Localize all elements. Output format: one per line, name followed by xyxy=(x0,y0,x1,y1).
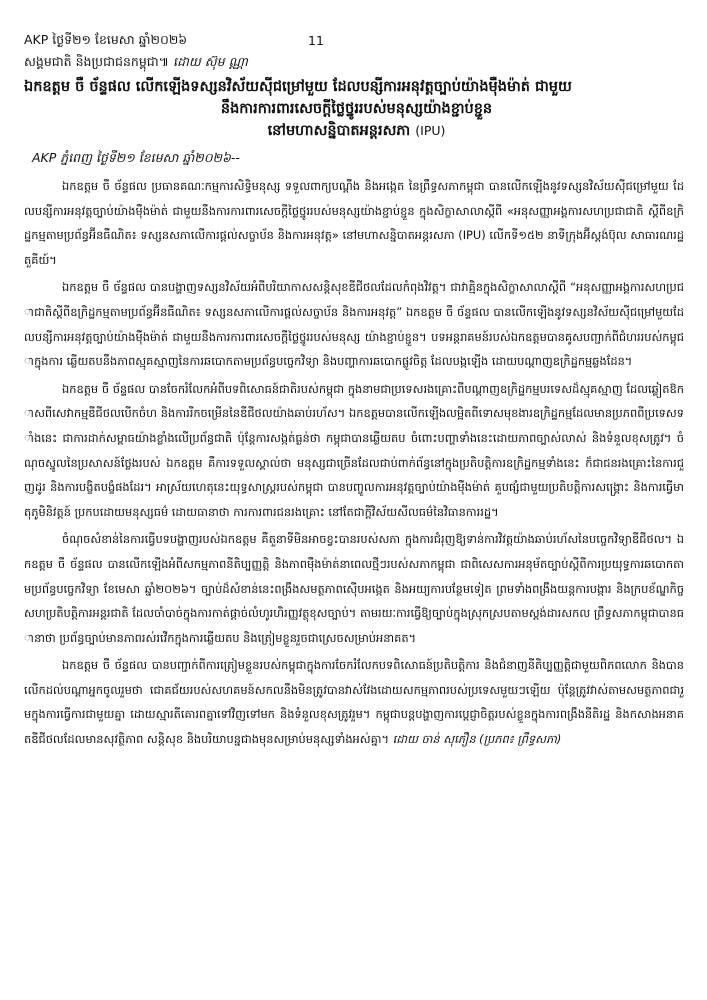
headline-line-2: នឹងការការពារសេចក្តីថ្លៃថ្នូររបស់មនុស្សយ៉ាងខ្ជាប់ខ្ជួន xyxy=(220,101,493,117)
page-number: 11 xyxy=(308,33,324,48)
section-label: សង្គមជាតិ និងប្រជាជនកម្ពុជា xyxy=(24,54,159,69)
paragraph: ឯកឧត្តម ចឺ ច័ន្ទផល ប្រធានគណៈកម្មការសិទ្ធិមនុស្ស ទទួលពាក្យបណ្តឹង និងអង្កេត នៃព្រឹទ្ធសភាកម្ពុជា បានលើកឡើងនូវទស្សនវិស័យស៊ីជម្រៅមួយ ដែលបន្សីការអនុវត្តច្បាប់យ៉ាងម៉ឺងម៉ាត់ ជាមួយនឹងការការពារសេចក្តីថ្លៃថ្នូររបស់មនុស្សយ៉ាងខ្ជាប់ខ្ជួន ក្នុងសិក្ខាសាលាស្តីពី «អនុសញ្ញាអង្គការសហប្រជាជាតិ ស្តីពីឧក្រិដ្ឋកម្មតាមប្រព័ន្ធអ៊ីនធឺណិត៖ ទស្សនសភាលើការផ្តល់សច្ចាប័ន និងការអនុវត្ត» នៅមហាសន្និបាតអន្តរសភា (IPU) លើកទី១៥២ នាទីក្រុងអ៊ីស្តង់ប៊ុល សាធារណរដ្ឋតួគីយ៍។ xyxy=(24,179,684,267)
headline-line-3 xyxy=(24,120,689,142)
paragraph: ឯកឧត្តម ចឺ ច័ន្ទផល បានចែករំលែកអំពីបទពិសោធន៍ជាតិរបស់កម្ពុជា ក្នុងនាមជាប្រទេសរងគ្រោះពីបណ្តាញឧក្រិដ្ឋកម្មបរទេសដ៏ស្មុគស្មាញ ដែលឆ្លៀតឱកាសពីសេវាកម្មឌីជីថលបើកចំហ និងការរីកចម្រើននៃឌីជីថលយ៉ាងឆាប់រហ័ស។ ឯកឧត្តមបានលើកឡើងលម្អិតពីទោសមុខងារឧក្រិដ្ឋកម្មដែលមានប្រភពពីប្រទេសទាំងនេះ ជាការដាក់សម្ពាធយ៉ាងខ្លាំងលើប្រព័ន្ធជាតិ ប៉ុន្តែការសង្កត់ធ្ងន់ថា កម្ពុជាបានឆ្លើយតប ចំពោះបញ្ហាទាំងនេះដោយភាពច្បាស់លាស់ និងទំនួលខុសត្រូវ។ ចំណុចស្នូលនៃប្រសាសន៍ថ្លែងរបស់ ឯកឧត្តម គឺការទទួលស្គាល់ថា មនុស្សជាច្រើនដែលជាប់ពាក់ព័ន្ធនៅក្នុងប្រតិបត្តិការឧក្រិដ្ឋកម្មទាំងនេះ ក៏ជាជនរងគ្រោះនៃការជួញដូរ និងការបង្ខិតបង្ខំផងដែរ។ អាស្រ័យហេតុនេះយុទ្ធសាស្ត្ររបស់កម្ពុជា បានបញ្ចូលការអនុវត្តច្បាប់យ៉ាងម៉ឺងម៉ាត់ គួបផ្សំជាមួយប្រតិបត្តិការសង្គ្រោះ និងការធ្វើមាតុភូមិនិវត្តន៍ ប្រកបដោយមនុស្សធម៌ ដោយធានាថា ការការពារជនរងគ្រោះ នៅតែជាក្តីវិស័យសីលធម៌នៃវិធានការរដ្ឋ។ xyxy=(24,381,684,519)
paragraph-text: ឯកឧត្តម ចឺ ច័ន្ទផល បានបញ្ជាក់ពីការត្រៀមខ្លួនរបស់កម្ពុជាក្នុងការចែករំលែកបទពិសោធន៍ប្រតិបត្តិការ និងជំនាញនីតិប្បញ្ញត្តិជាមួយពិភពលោក និងបានលើកដល់បណ្តាអ្នកចូលរួមថា ជោគជ័យរបស់សហគមន៍សកលនឹងមិនត្រូវបានវាស់វែងដោយសកម្មភាពរបស់ប្រទេសមួយៗឡើយ ប៉ុន្តែត្រូវវាស់តាមសមត្ថភាពជារួមក្នុងការធ្វើការជាមួយគ្នា ដោយស្មារតីគោរពគ្នាទៅវិញទៅមក និងទំនួលខុសត្រូវរួម។ កម្ពុជាបន្តបង្ហាញការប្តេជ្ញាចិត្តរបស់ខ្លួនក្នុងការពង្រឹងនីតិរដ្ឋ និងកសាងអនាគតឌីជីថលដែលមានសុវត្ថិភាព សន្តិសុខ និងបរិយាបន្នជាងមុនសម្រាប់មនុស្សទាំងអស់គ្នា។ xyxy=(24,658,684,747)
paragraph: ចំណុចសំខាន់នៃការធ្វើបទបង្ហាញរបស់ឯកឧត្តម គឺតួនាទីមិនអាចខ្វះបានរបស់សភា ក្នុងការជំរុញឱ្យទាន់ការវិវត្តយ៉ាងឆាប់រហ័សនៃបច្ចេកវិទ្យាឌីជីថល។ ឯកឧត្តម ចឺ ច័ន្ទផល បានលើកឡើងអំពីសកម្មភាពនីតិប្បញ្ញត្តិ និងភាពម៉ឺងម៉ាត់នាពេលថ្មីៗរបស់សភាកម្ពុជា ជាពិសេសការអនុម័តច្បាប់ស្តីពីការប្រយុទ្ធការឆបោកតាមប្រព័ន្ធបច្ចេកវិទ្យា ខែមេសា ឆ្នាំ២០២៦។ ច្បាប់ដ៏សំខាន់នេះពង្រឹងសមត្ថភាពស៊ើបអង្កេត និងអយ្យការបន្ថែមទៀត ព្រមទាំងពង្រឹងយន្តការបង្ការ និងក្របខ័ណ្ឌកិច្ចសហប្រតិបត្តិការអន្តរជាតិ ដែលចាំបាច់ក្នុងការកាត់ផ្តាច់លំហូរហិរញ្ញវត្ថុខុសច្បាប់។ តាមរយៈការធ្វើឱ្យច្បាប់ក្នុងស្រុកស្របតាមស្តង់ដារសកល ព្រឹទ្ធសភាកម្ពុជាបានធានាថា ប្រព័ន្ធច្បាប់មានភាពរស់រវើកក្នុងការឆ្លើយតប និងត្រៀមខ្លួនរួចជាស្រេចសម្រាប់អនាគត។ xyxy=(24,532,684,645)
dateline: AKP ភ្នំពេញ ថ្ងៃទី២១ ខែមេសា ឆ្នាំ២០២៦-- xyxy=(32,150,240,165)
headline-line-1: ឯកឧត្តម ចឺ ច័ន្ទផល លើកឡើងទស្សនវិស័យស៊ីជម្រៅមួយ ដែលបន្សីការអនុវត្តច្បាប់យ៉ាងម៉ឺងម៉ាត់ ជាមួយ xyxy=(24,79,572,95)
article-body xyxy=(24,174,684,755)
signature: ដោយ ចាន់ សុភឿន (ប្រភព៖ ព្រឹទ្ធសភា) xyxy=(392,732,562,747)
headline-venue: នៅមហាសន្និបាតអន្តរសភា xyxy=(267,123,411,139)
paragraph-last xyxy=(24,653,684,751)
section-kicker: សង្គមជាតិ និងប្រជាជនកម្ពុជា៕ ដោយ ស៊ុម ណ្ណា xyxy=(24,54,248,69)
paragraph: ឯកឧត្តម ចឺ ច័ន្ទផល បានបង្ហាញទស្សនវិស័យអំពីបរិយាកាសសន្តិសុខឌីជីថលដែលកំពុងវិវត្ត។ ជាវាគ្មិនក្នុងសិក្ខាសាលាស្តីពី “អនុសញ្ញាអង្គការសហប្រជាជាតិស្តីពីឧក្រិដ្ឋកម្មតាមប្រព័ន្ធអ៊ីនធឺណិត៖ ទស្សនសភាលើការផ្តល់សច្ចាប័ន និងការអនុវត្ត” ឯកឧត្តម ចឺ ច័ន្ទផល បានលើកឡើងនូវទស្សនវិស័យស៊ីជម្រៅមួយដែលបន្សីការអនុវត្តច្បាប់យ៉ាងម៉ឺងម៉ាត់ ជាមួយនឹងការការពារសេចក្តីថ្លៃថ្នូររបស់មនុស្ស យ៉ាងខ្ជាប់ខ្ជួន។ បទអន្តរាគមន៍របស់ឯកឧត្តមបានគូសបញ្ជាក់ពីជំហររបស់កម្ពុជាក្នុងការ ឆ្លើយតបនឹងភាពស្មុគស្មាញនៃការឆបោកតាមប្រព័ន្ធបច្ចេកវិទ្យា និងបញ្ហាការឆបោកផ្លូវចិត្ត ដែលបង្កឡើង ដោយបណ្តាញឧក្រិដ្ឋកម្មឆ្លងដែន។ xyxy=(24,280,684,369)
byline: ដោយ ស៊ុម ណ្ណា xyxy=(173,54,248,69)
agency-date-header: AKP ថ្ងៃទី២១ ខែមេសា ឆ្នាំ២០២៦ xyxy=(24,32,188,47)
headline-ipu: (IPU) xyxy=(415,123,446,138)
